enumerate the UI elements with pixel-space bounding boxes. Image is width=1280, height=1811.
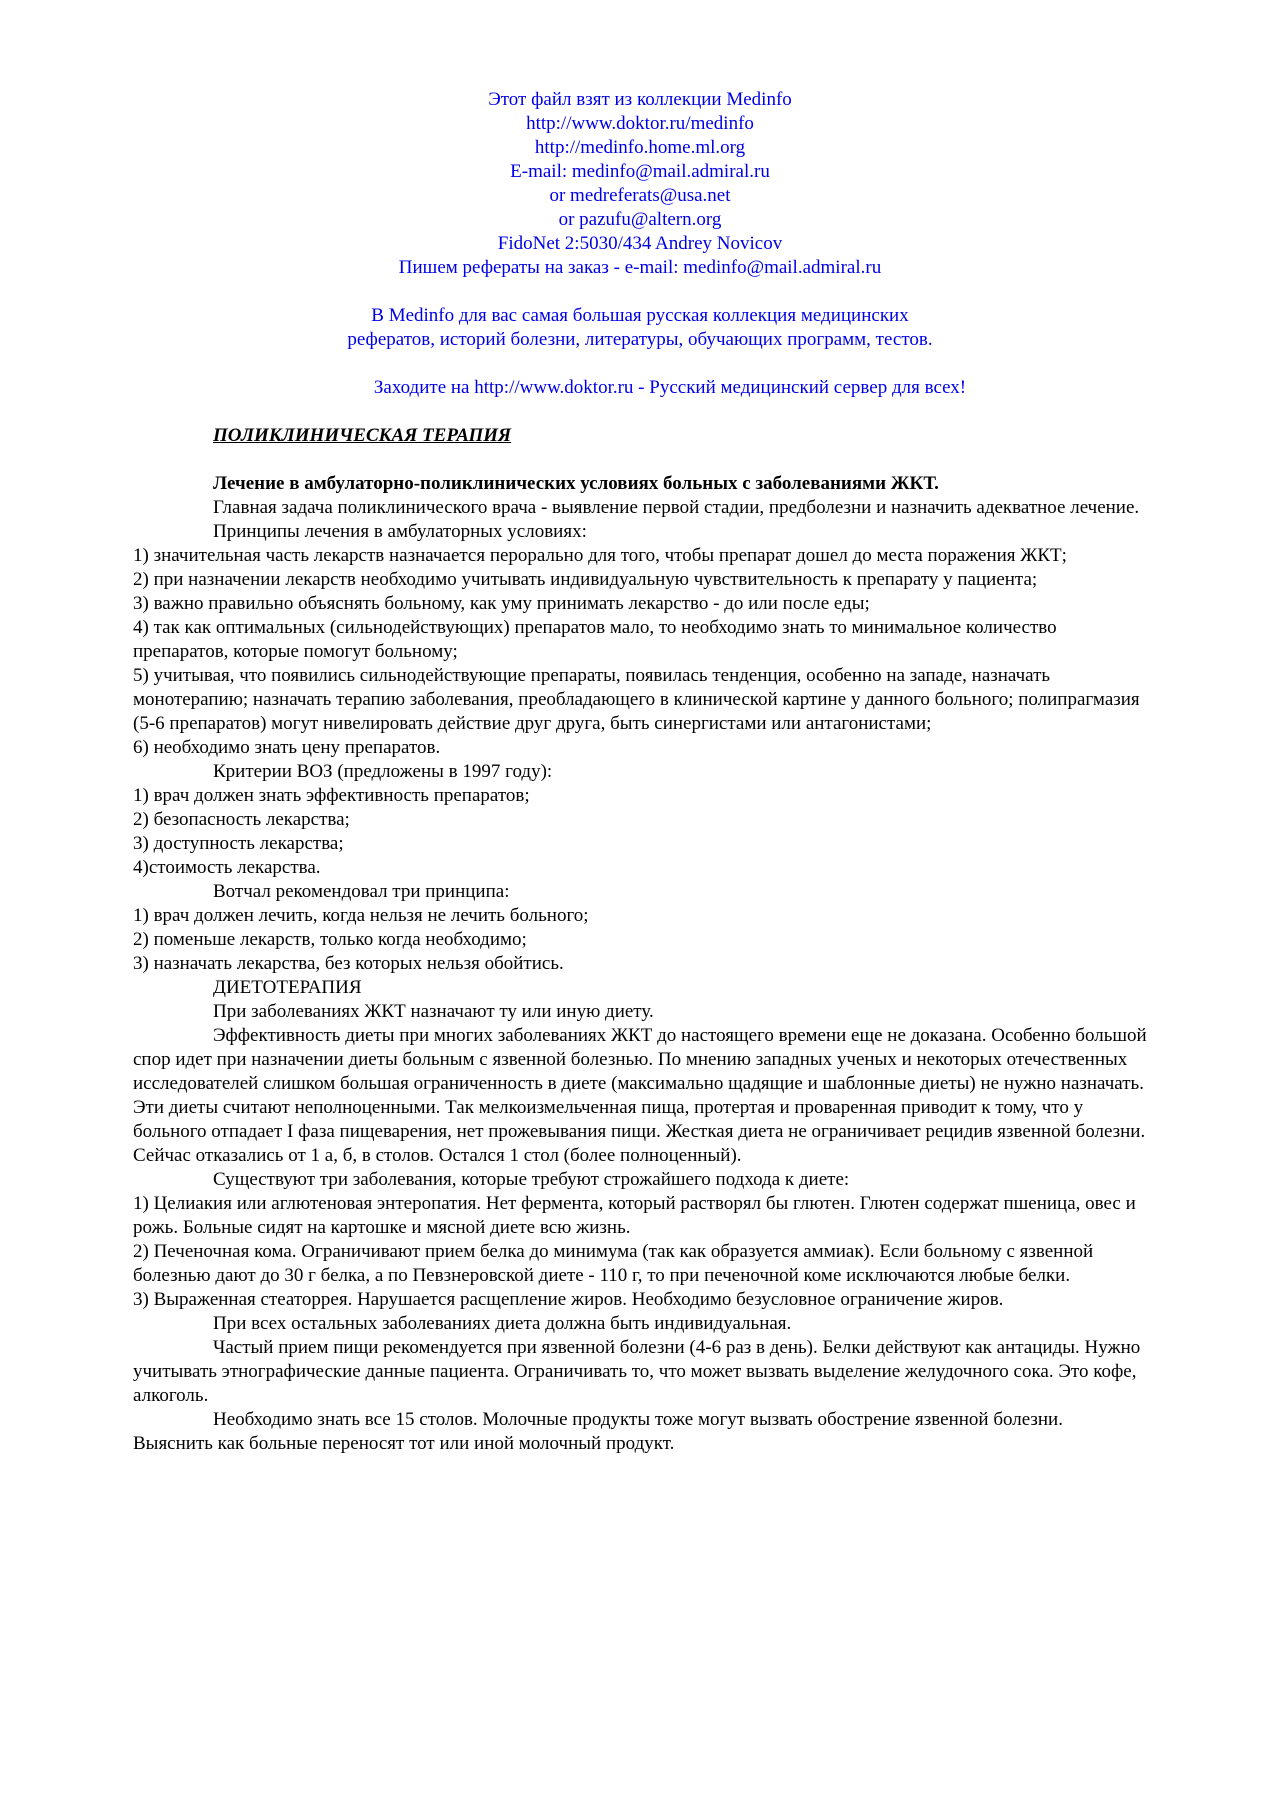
section-subtitle: Лечение в амбулаторно-поликлинических условиях больных с заболеваниями ЖКТ. xyxy=(213,473,939,494)
header-email-line[interactable]: E-mail: medinfo@mail.admiral.ru xyxy=(510,161,770,182)
list-item: 2) при назначении лекарств необходимо учитывать индивидуальную чувствительность к препарату у пациента; xyxy=(133,569,1038,590)
list-item: 3) назначать лекарства, без которых нельзя обойтись. xyxy=(133,953,564,974)
list-item: 2) поменьше лекарств, только когда необходимо; xyxy=(133,929,527,950)
collection-header xyxy=(133,88,1147,400)
paragraph: Частый прием пищи рекомендуется при язвенной болезни (4-6 раз в день). Белки действуют как антациды. Нужно учитывать этнографические данные пациента. Ограничивать то, что может вызвать выделение желудочного сока. Это кофе, алкоголь. xyxy=(133,1337,1141,1406)
list-item: 5) учитывая, что появились сильнодействующие препараты, появилась тенденция, особенно на западе, назначать монотерапию; назначать терапию заболевания, преобладающего в клинической картине у данного больного; полипрагмазия (5-6 препаратов) могут нивелировать действие друг друга, быть синергистами или антагонистами; xyxy=(133,665,1140,734)
header-email-line[interactable]: or pazufu@altern.org xyxy=(558,209,722,230)
paragraph: Существуют три заболевания, которые требуют строжайшего подхода к диете: xyxy=(213,1169,850,1190)
list-item: 3) Выраженная стеаторрея. Нарушается расщепление жиров. Необходимо безусловное ограничение жиров. xyxy=(133,1289,1004,1310)
list-item: 4) так как оптимальных (сильнодействующих) препаратов мало, то необходимо знать то минимальное количество препаратов, которые помогут больному; xyxy=(133,617,1057,662)
header-url-line[interactable]: http://www.doktor.ru/medinfo xyxy=(526,113,754,134)
document-body xyxy=(133,472,1147,1456)
header-line: Пишем рефераты на заказ - e-mail: medinfo@mail.admiral.ru xyxy=(398,257,882,278)
header-url-line[interactable]: http://medinfo.home.ml.org xyxy=(534,137,746,158)
list-item: 2) безопасность лекарства; xyxy=(133,809,350,830)
section-heading: ДИЕТОТЕРАПИЯ xyxy=(213,977,362,998)
list-item: 3) доступность лекарства; xyxy=(133,833,344,854)
header-email-line[interactable]: or medreferats@usa.net xyxy=(549,185,731,206)
paragraph: Эффективность диеты при многих заболеваниях ЖКТ до настоящего времени еще не доказана. Особенно большой спор идет при назначении диеты больным с язвенной болезнью. По мнению западных ученых и некоторых отечественных исследователей слишком большая ограниченность в диете (максимально щадящие и шаблонные диеты) не нужно назначать. Эти диеты считают неполноценными. Так мелкоизмельченная пища, протертая и проваренная приводит к тому, что у больного отпадает I фаза пищеварения, нет прожевывания пищи. Жесткая диета не ограничивает рецидив язвенной болезни. Сейчас отказались от 1 а, б, в столов. Остался 1 стол (более полноценный). xyxy=(133,1025,1147,1166)
paragraph: При всех остальных заболеваниях диета должна быть индивидуальная. xyxy=(213,1313,792,1334)
list-item: 4)стоимость лекарства. xyxy=(133,857,321,878)
list-item: 2) Печеночная кома. Ограничивают прием белка до минимума (так как образуется аммиак). Если больному с язвенной болезнью дают до 30 г белка, а по Певзнеровской диете - 110 г, то при печеночной коме исключаются любые белки. xyxy=(133,1241,1094,1286)
list-item: 1) врач должен лечить, когда нельзя не лечить больного; xyxy=(133,905,589,926)
paragraph: Главная задача поликлинического врача - выявление первой стадии, предболезни и назначить адекватное лечение. xyxy=(213,497,1140,518)
visit-line[interactable]: Заходите на http://www.doktor.ru - Русский медицинский сервер для всех! xyxy=(373,377,967,398)
list-item: 1) значительная часть лекарств назначается перорально для того, чтобы препарат дошел до места поражения ЖКТ; xyxy=(133,545,1067,566)
spacer xyxy=(133,352,1147,376)
paragraph: При заболеваниях ЖКТ назначают ту или иную диету. xyxy=(213,1001,654,1022)
list-item: 1) Целиакия или аглютеновая энтеропатия. Нет фермента, который растворял бы глютен. Глютен содержат пшеница, овес и рожь. Больные сидят на картошке и мясной диете всю жизнь. xyxy=(133,1193,1136,1238)
list-item: 6) необходимо знать цену препаратов. xyxy=(133,737,441,758)
promo-line: рефератов, историй болезни, литературы, обучающих программ, тестов. xyxy=(347,329,933,350)
paragraph: Принципы лечения в амбулаторных условиях: xyxy=(213,521,587,542)
spacer xyxy=(133,280,1147,304)
header-line: FidoNet 2:5030/434 Andrey Novicov xyxy=(497,233,783,254)
list-item: 3) важно правильно объяснять больному, как уму принимать лекарство - до или после еды; xyxy=(133,593,870,614)
paragraph: Критерии ВОЗ (предложены в 1997 году): xyxy=(213,761,553,782)
header-line: Этот файл взят из коллекции Medinfo xyxy=(488,89,792,110)
list-item: 1) врач должен знать эффективность препаратов; xyxy=(133,785,530,806)
paragraph: Необходимо знать все 15 столов. Молочные продукты тоже могут вызвать обострение язвенной болезни. Выяснить как больные переносят тот или иной молочный продукт. xyxy=(133,1409,1063,1454)
paragraph: Вотчал рекомендовал три принципа: xyxy=(213,881,510,902)
promo-line: В Medinfo для вас самая большая русская коллекция медицинских xyxy=(371,305,909,326)
document-title: ПОЛИКЛИНИЧЕСКАЯ ТЕРАПИЯ xyxy=(213,425,512,446)
